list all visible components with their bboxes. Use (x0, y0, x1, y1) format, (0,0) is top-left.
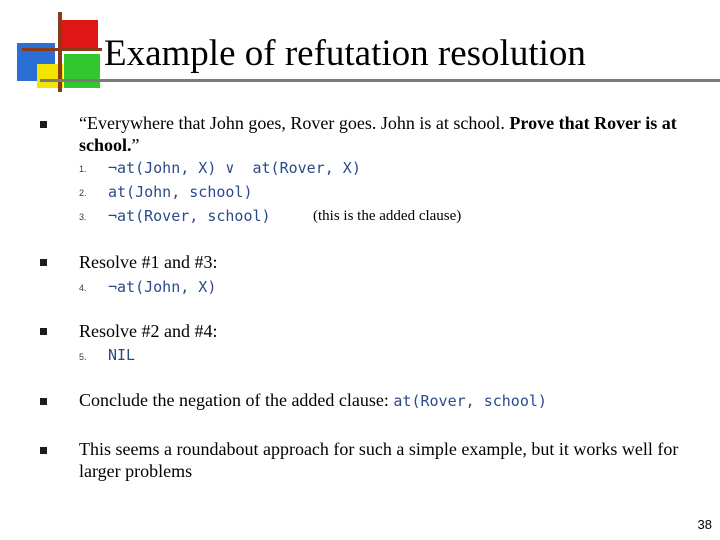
clause-4: ¬at(John, X) (108, 278, 217, 296)
problem-statement: “Everywhere that John goes, Rover goes. John is at school. (79, 113, 510, 133)
title-divider (40, 79, 720, 82)
slide-logo (0, 0, 110, 100)
clause-number: 3. (79, 212, 87, 222)
conclude-code: at(Rover, school) (393, 392, 547, 410)
clause-number: 1. (79, 164, 87, 174)
clause-number: 2. (79, 188, 87, 198)
clause-number: 5. (79, 352, 87, 362)
bullet-marker (40, 447, 47, 454)
clause-1: ¬at(John, X) ∨ at(Rover, X) (108, 159, 361, 177)
logo-red-square (62, 20, 98, 48)
added-clause-note: (this is the added clause) (313, 208, 462, 224)
page-number: 38 (697, 517, 712, 532)
bullet-marker (40, 259, 47, 266)
bullet-marker (40, 121, 47, 128)
conclude-text: Conclude the negation of the added clause: (79, 390, 394, 410)
problem-close-quote: ” (131, 135, 140, 155)
slide-title: Example of refutation resolution (104, 33, 586, 74)
clause-number: 4. (79, 283, 87, 293)
bullet-text-resolve-2-4: Resolve #2 and #4: (79, 321, 218, 341)
bullet-marker (40, 398, 47, 405)
clause-3: ¬at(Rover, school) (108, 207, 271, 225)
problem-goal: Prove that Rover is at school. (79, 113, 677, 155)
bullet-text-problem (79, 112, 709, 156)
clause-2: at(John, school) (108, 183, 253, 201)
logo-horizontal-bar (22, 48, 102, 51)
bullet-text-resolve-1-3: Resolve #1 and #3: (79, 252, 218, 272)
bullet-text-conclude (79, 389, 709, 412)
logo-green-square (64, 54, 100, 88)
clause-5: NIL (108, 346, 136, 364)
bullet-text-remark: This seems a roundabout approach for such a simple example, but it works well for larger problems (79, 439, 679, 481)
bullet-marker (40, 328, 47, 335)
